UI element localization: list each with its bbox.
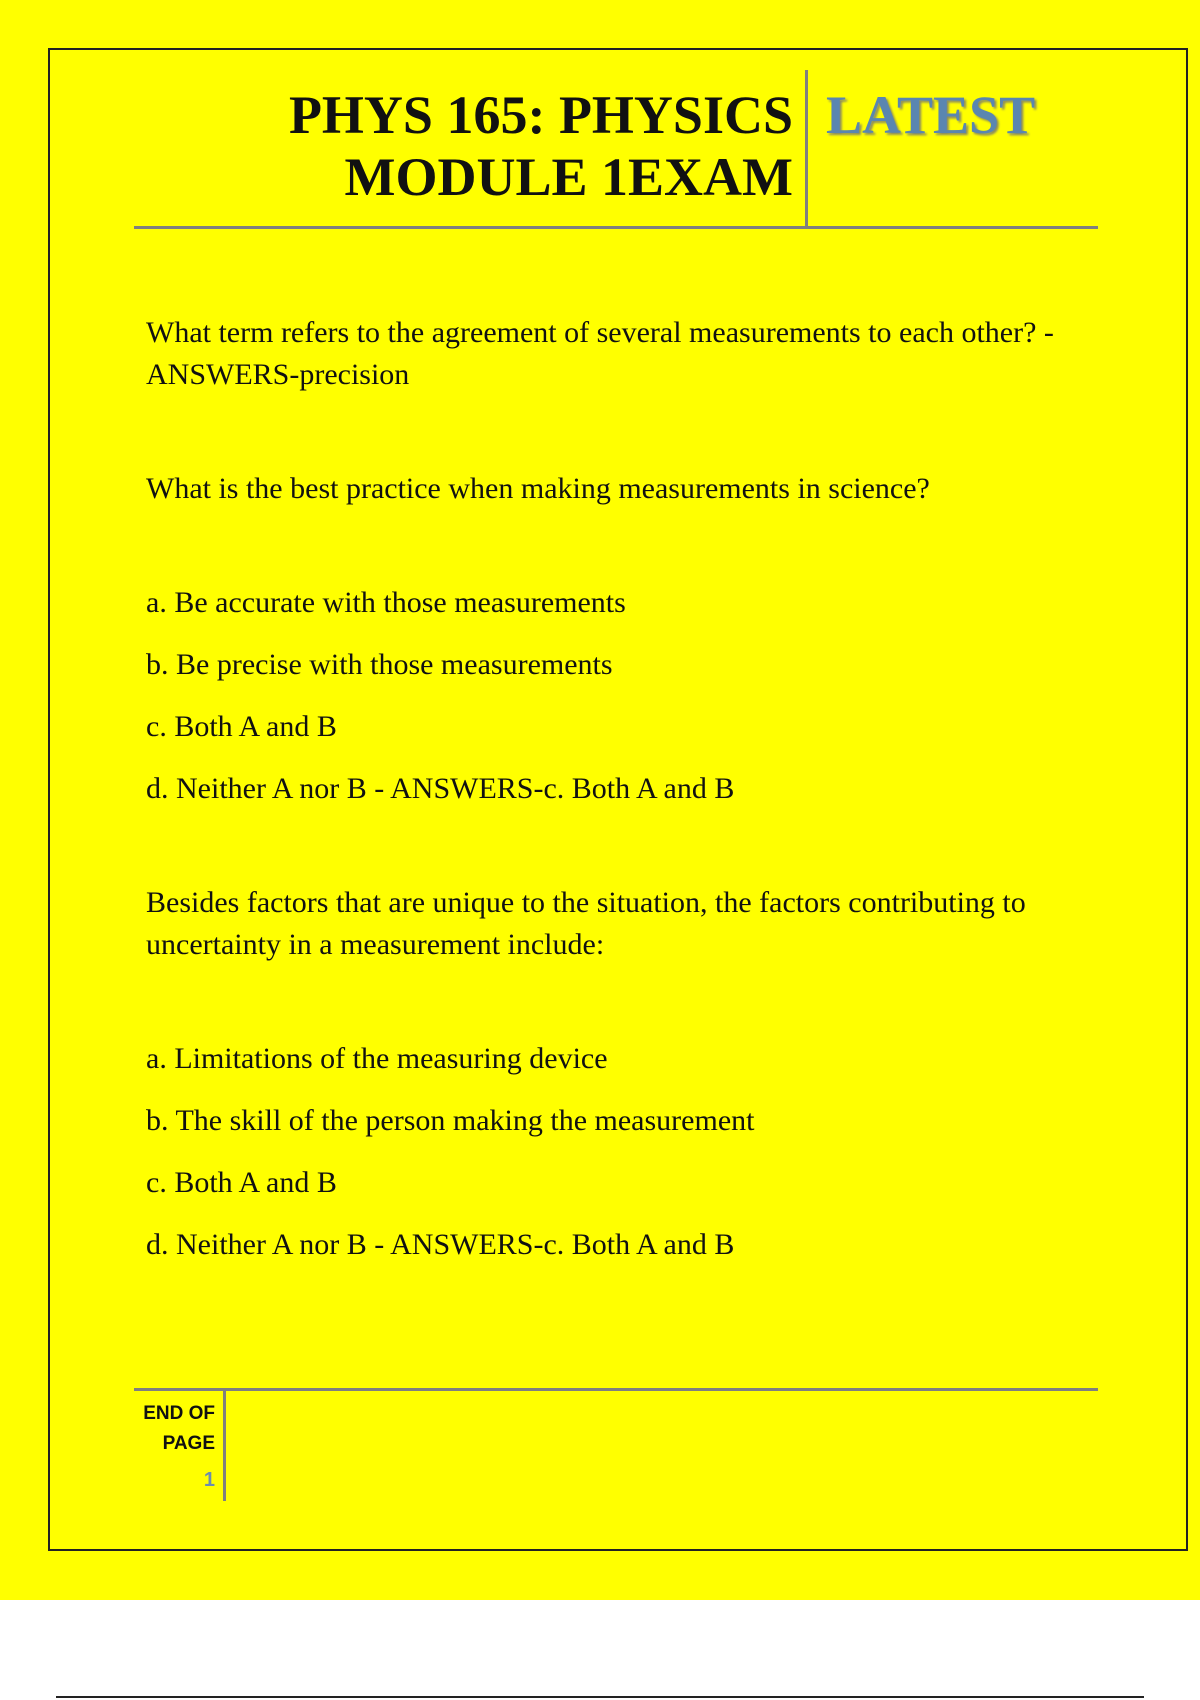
question-2-option-b: b. Be precise with those measurements: [146, 648, 613, 681]
title-highlight: LATEST: [826, 85, 1036, 145]
question-2-option-c: c. Both A and B: [146, 710, 337, 743]
title-line-2: MODULE 1EXAM: [344, 147, 793, 207]
question-2: What is the best practice when making measurements in science?: [146, 472, 930, 505]
title-line-1: PHYS 165: PHYSICS: [288, 85, 793, 145]
question-2-option-d: d. Neither A nor B - ANSWERS-c. Both A and B: [146, 772, 735, 805]
title-block: [134, 70, 1098, 229]
footer-label: [134, 1391, 226, 1501]
question-3-option-c: c. Both A and B: [146, 1166, 337, 1199]
question-3: Besides factors that are unique to the situation, the factors contributing to uncertainty in a measurement include:: [146, 886, 1026, 961]
page-title: [134, 70, 808, 226]
exam-content: [146, 312, 1106, 1286]
question-1: What term refers to the agreement of several measurements to each other? - ANSWERS-precision: [146, 316, 1054, 391]
question-2-option-a: a. Be accurate with those measurements: [146, 586, 626, 619]
footer-page: PAGE: [162, 1433, 215, 1454]
question-3-option-a: a. Limitations of the measuring device: [146, 1042, 608, 1075]
footer-page-number: 1: [203, 1469, 215, 1491]
page-footer: [134, 1388, 1098, 1501]
bottom-divider: [56, 1696, 1144, 1698]
question-3-option-b: b. The skill of the person making the measurement: [146, 1104, 755, 1137]
page-frame: [48, 48, 1188, 1551]
question-3-option-d: d. Neither A nor B - ANSWERS-c. Both A and B: [146, 1228, 735, 1261]
footer-end-of: END OF: [143, 1403, 215, 1424]
